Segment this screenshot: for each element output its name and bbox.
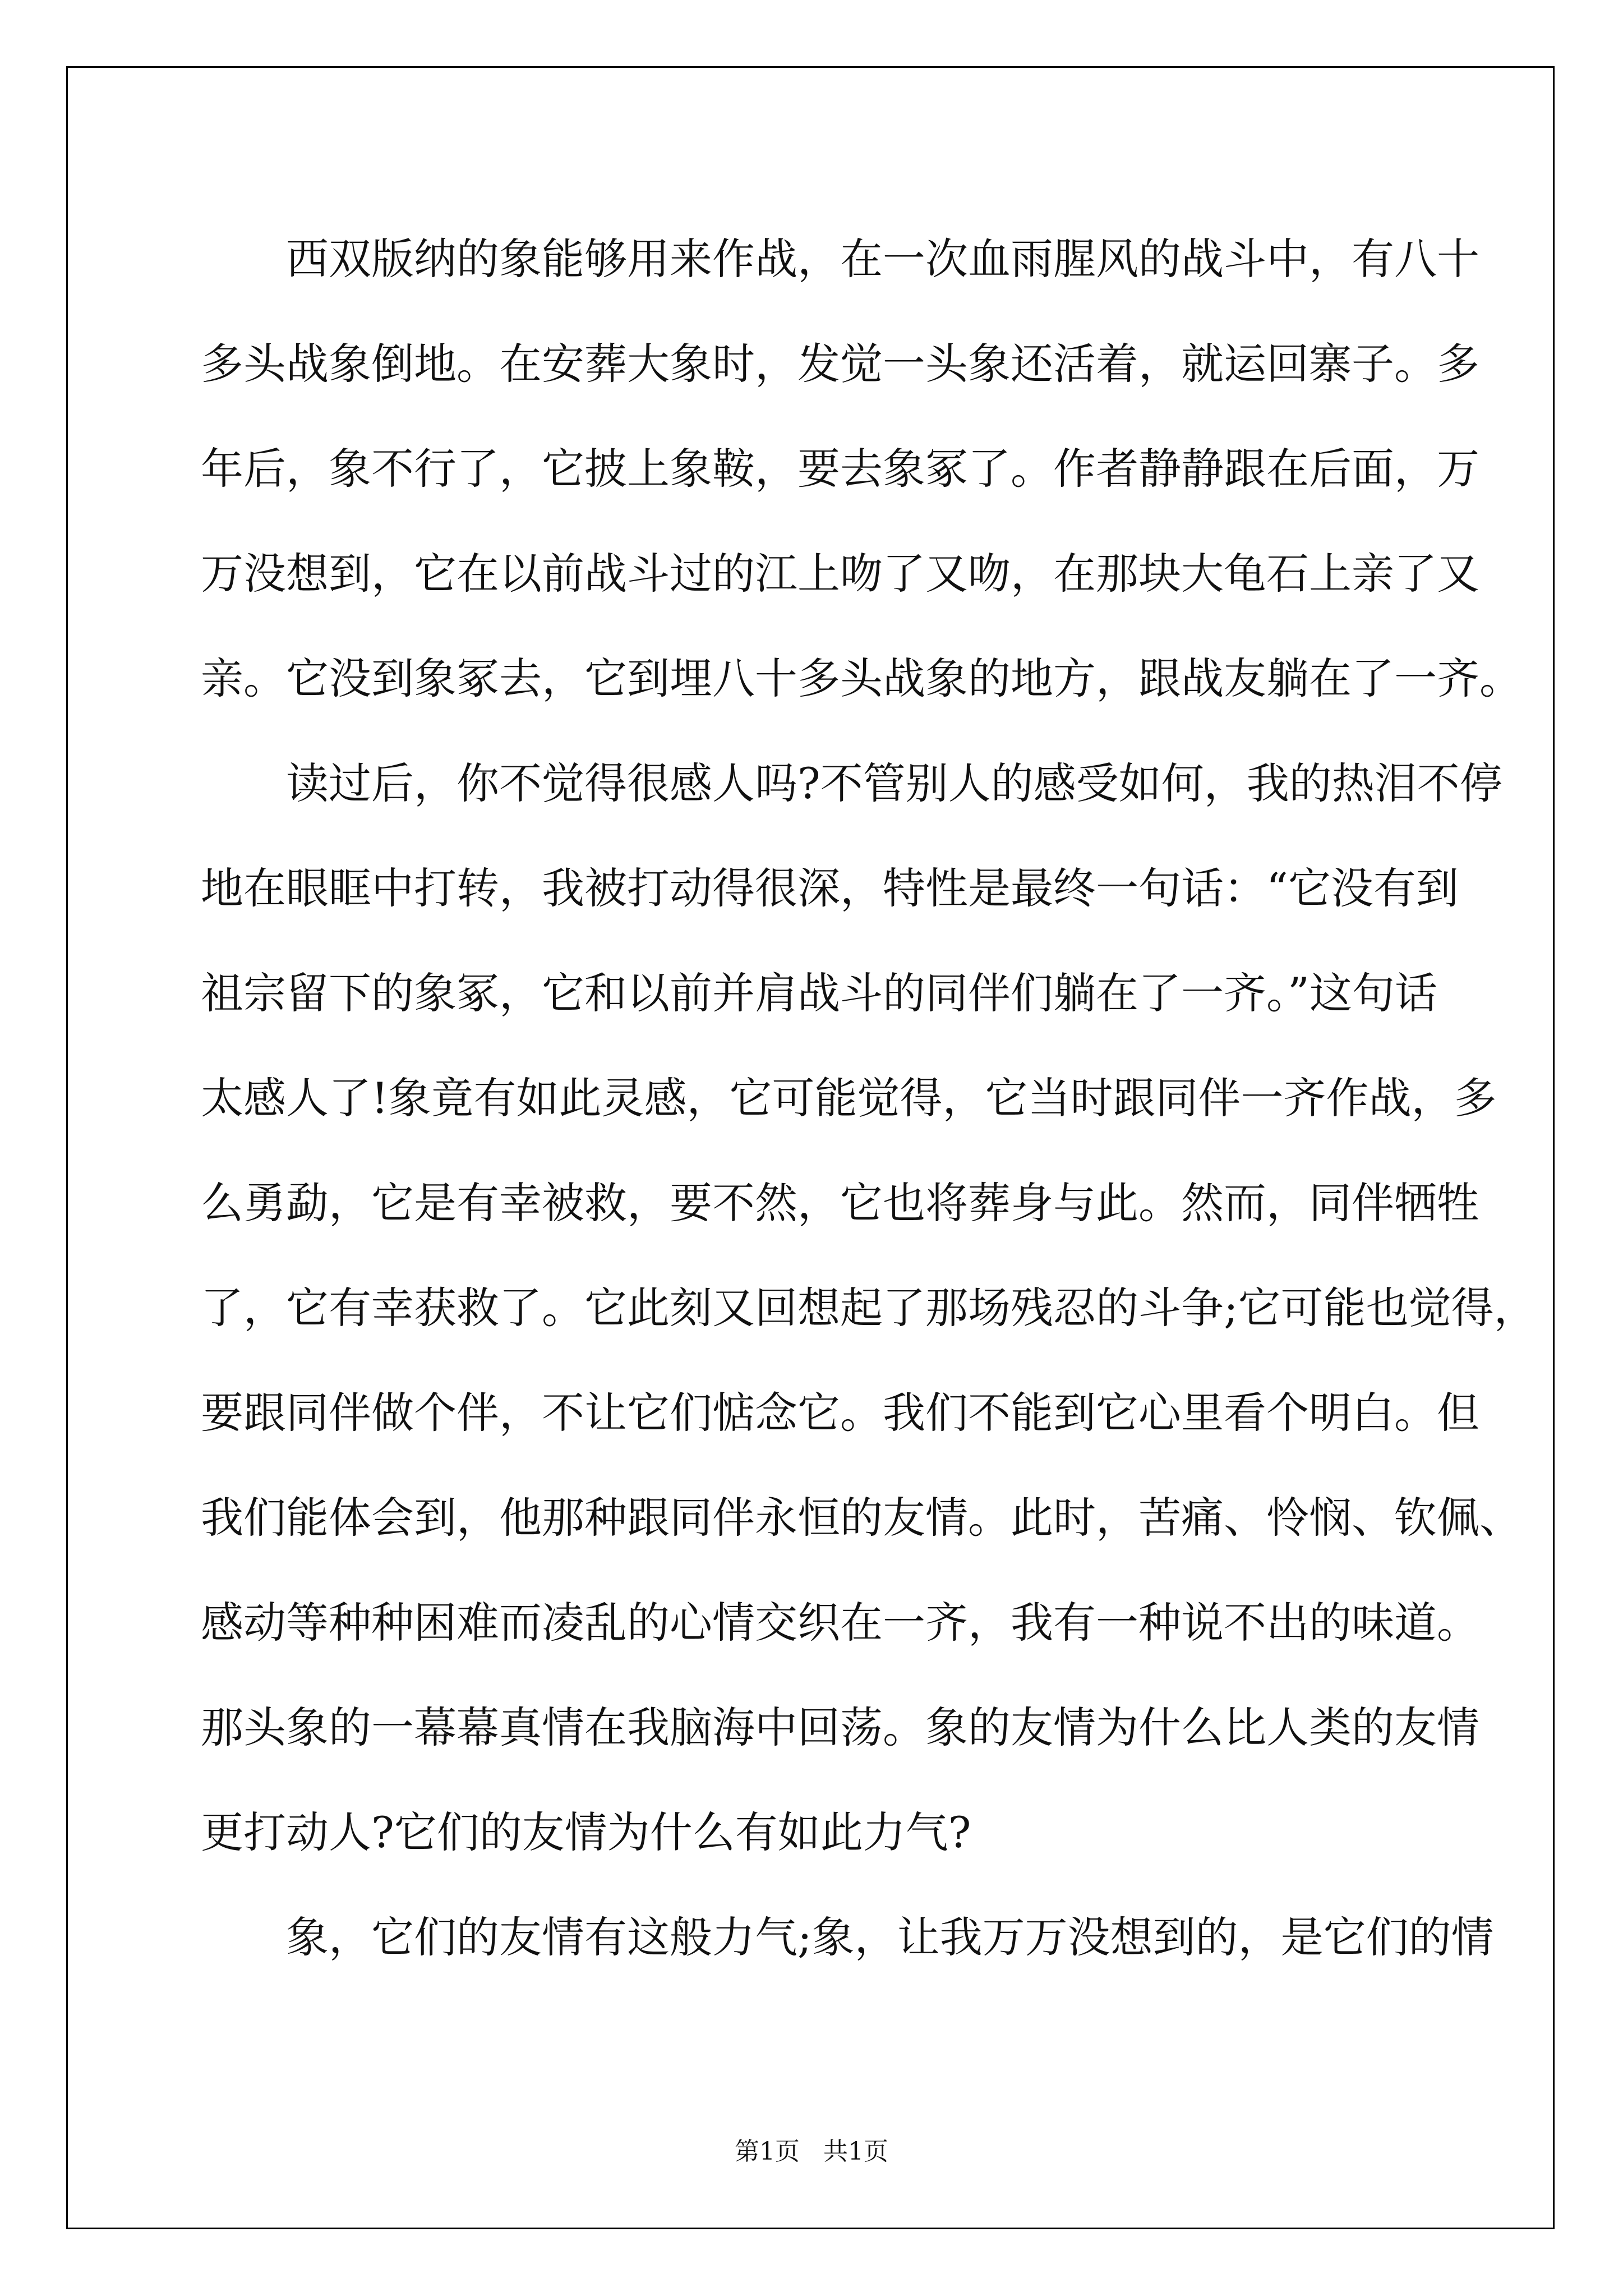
text-line: 么勇勐，它是有幸被救，要不然，它也将葬身与此。然而，同伴牺牲 [201,1178,1479,1228]
text-line: 要跟同伴做个伴，不让它们惦念它。我们不能到它心里看个明白。但 [201,1388,1479,1438]
text-line: 亲。它没到象冢去，它到埋八十多头战象的地方，跟战友躺在了一齐。 [201,654,1522,703]
text-line: 更打动人?它们的友情为什么有如此力气? [201,1807,971,1857]
text-line: 了，它有幸获救了。它此刻又回想起了那场残忍的斗争;它可能也觉得， [201,1283,1537,1333]
text-line: 我们能体会到，他那种跟同伴永恒的友情。此时，苦痛、怜悯、钦佩、 [201,1493,1522,1543]
text-line: 祖宗留下的象冢，它和以前并肩战斗的同伴们躺在了一齐。”这句话 [201,968,1437,1018]
text-line: 那头象的一幕幕真情在我脑海中回荡。象的友情为什么比人类的友情 [201,1703,1479,1752]
text-line: 年后，象不行了，它披上象鞍，要去象冢了。作者静静跟在后面，万 [201,444,1479,494]
text-line: 象，它们的友情有这般力气;象，让我万万没想到的，是它们的情 [201,1912,1494,1962]
text-line: 多头战象倒地。在安葬大象时，发觉一头象还活着，就运回寨子。多 [201,339,1479,389]
text-line: 万没想到，它在以前战斗过的江上吻了又吻，在那块大龟石上亲了又 [201,549,1479,599]
text-line: 感动等种种困难而凌乱的心情交织在一齐，我有一种说不出的味道。 [201,1598,1479,1648]
text-line: 地在眼眶中打转，我被打动得很深，特性是最终一句话：“它没有到 [201,863,1459,913]
text-line: 太感人了!象竟有如此灵感，它可能觉得，它当时跟同伴一齐作战，多 [201,1073,1497,1123]
page-footer: 第1页 共1页 [735,2137,888,2166]
text-line: 西双版纳的象能够用来作战，在一次血雨腥风的战斗中，有八十 [201,234,1479,284]
document-body [201,206,1537,1990]
text-line: 读过后，你不觉得很感人吗?不管别人的感受如何，我的热泪不停 [201,758,1502,808]
